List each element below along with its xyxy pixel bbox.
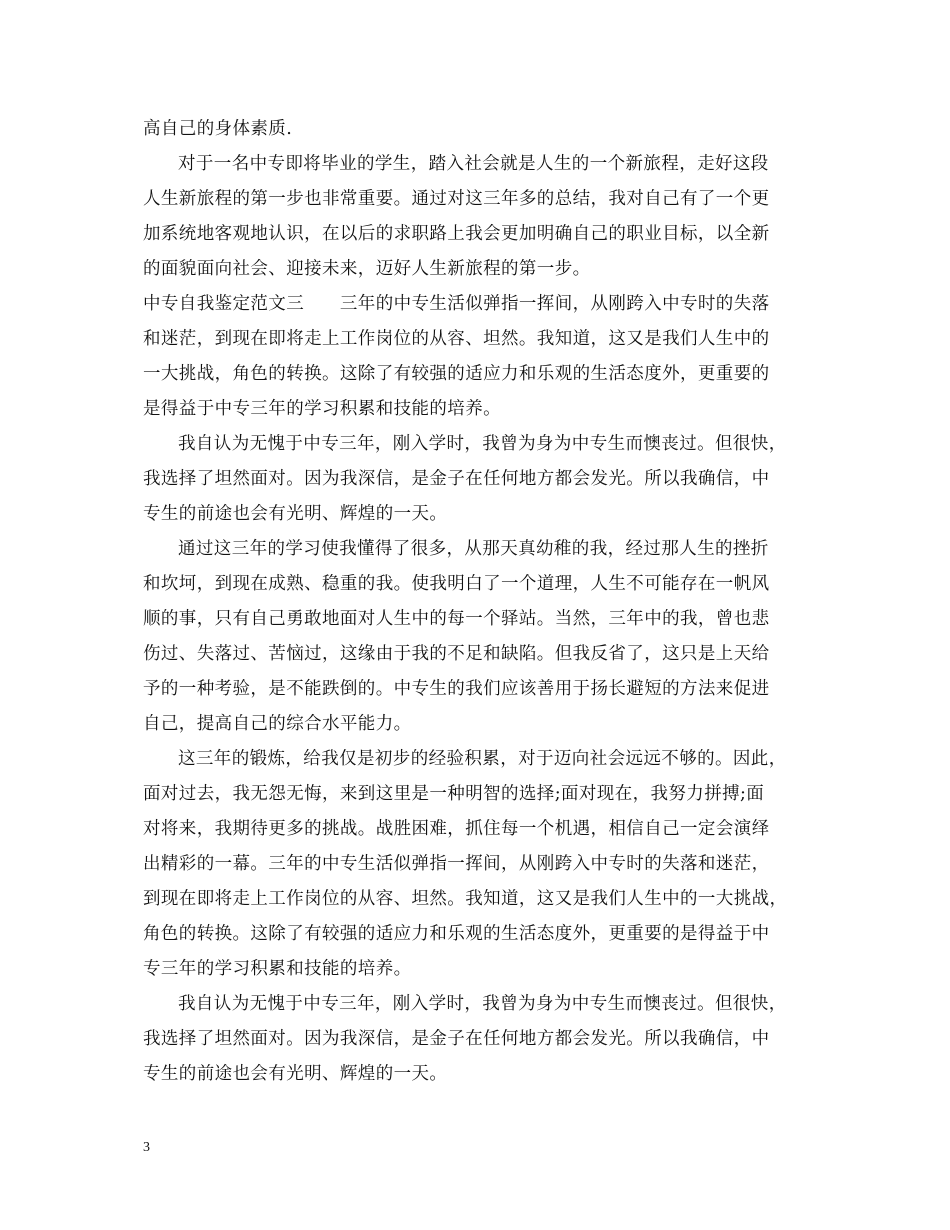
text-line: 予的一种考验，是不能跌倒的。中专生的我们应该善用于扬长避短的方法来促进 (143, 679, 770, 699)
text-line: 到现在即将走上工作岗位的从容、坦然。我知道，这又是我们人生中的一大挑战， (143, 889, 788, 909)
page-number: 3 (143, 1140, 150, 1155)
text-line: 这三年的锻炼，给我仅是初步的经验积累，对于迈向社会远远不够的。因此， (178, 749, 787, 769)
text-line: 一大挑战，角色的转换。这除了有较强的适应力和乐观的生活态度外，更重要的 (143, 364, 770, 384)
text-line: 角色的转换。这除了有较强的适应力和乐观的生活态度外，更重要的是得益于中 (143, 924, 770, 944)
text-line: 对将来，我期待更多的挑战。战胜困难，抓住每一个机遇，相信自己一定会演绎 (143, 819, 770, 839)
text-line: 高自己的身体素质. (143, 119, 293, 139)
text-line: 我自认为无愧于中专三年，刚入学时，我曾为身为中专生而懊丧过。但很快， (178, 994, 787, 1014)
text-line: 的面貌面向社会、迎接未来，迈好人生新旅程的第一步。 (143, 259, 591, 279)
text-line: 专生的前途也会有光明、辉煌的一天。 (143, 1064, 448, 1084)
text-line: 我选择了坦然面对。因为我深信，是金子在任何地方都会发光。所以我确信，中 (143, 469, 770, 489)
text-line: 专三年的学习积累和技能的培养。 (143, 959, 412, 979)
text-line: 伤过、失落过、苦恼过，这缘由于我的不足和缺陷。但我反省了，这只是上天给 (143, 644, 770, 664)
text-line: 对于一名中专即将毕业的学生，踏入社会就是人生的一个新旅程，走好这段 (178, 154, 769, 174)
text-line: 专生的前途也会有光明、辉煌的一天。 (143, 504, 448, 524)
text-line: 是得益于中专三年的学习积累和技能的培养。 (143, 399, 501, 419)
section-heading-line: 中专自我鉴定范文三 三年的中专生活似弹指一挥间，从刚跨入中专时的失落 (143, 294, 770, 314)
text-line: 面对过去，我无怨无悔，来到这里是一种明智的选择;面对现在，我努力拼搏;面 (143, 784, 765, 804)
text-line: 通过这三年的学习使我懂得了很多，从那天真幼稚的我，经过那人生的挫折 (178, 539, 769, 559)
text-line: 和坎坷，到现在成熟、稳重的我。使我明白了一个道理，人生不可能存在一帆风 (143, 574, 770, 594)
text-line: 自己，提高自己的综合水平能力。 (143, 714, 412, 734)
text-line: 加系统地客观地认识，在以后的求职路上我会更加明确自己的职业目标，以全新 (143, 224, 770, 244)
text-line: 人生新旅程的第一步也非常重要。通过对这三年多的总结，我对自己有了一个更 (143, 189, 770, 209)
text-line: 我自认为无愧于中专三年，刚入学时，我曾为身为中专生而懊丧过。但很快， (178, 434, 787, 454)
text-line: 出精彩的一幕。三年的中专生活似弹指一挥间，从刚跨入中专时的失落和迷茫， (143, 854, 770, 874)
text-line: 和迷茫，到现在即将走上工作岗位的从容、坦然。我知道，这又是我们人生中的 (143, 329, 770, 349)
text-line: 我选择了坦然面对。因为我深信，是金子在任何地方都会发光。所以我确信，中 (143, 1029, 770, 1049)
text-line: 顺的事，只有自己勇敢地面对人生中的每一个驿站。当然，三年中的我，曾也悲 (143, 609, 770, 629)
